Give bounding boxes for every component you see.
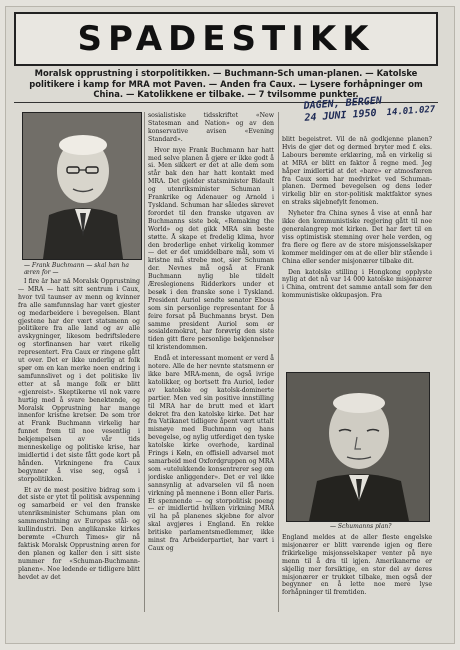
subheadline: Moralsk opprustning i storpolitikken. — Buchmann-Sch uman-planen. — Katolske politikere i kamp for MRA mot Paven. — Anden fra Caux. — Lysere forhåpninger om China. — Katolikkene er tilbake. — 7 tvilsomme punkter. xyxy=(14,68,438,103)
article-paragraph: Den katolske stilling i Hongkong opplyste nylig at det nå var 14 000 katolske misjonærer i China, omtrent det samme antall som før den kommunistiske okkupasjon. Fra xyxy=(282,268,432,300)
masthead xyxy=(14,12,438,66)
article-column-1 xyxy=(18,278,140,618)
article-paragraph: Nyheter fra China synes å vise at ennå har ikke den kommunistiske regjering gått til noe generalangrep mot kirken. Det har ført til en viss optimistisk stemning over hele verden, og fra flere og flere av de store misjonsselskaper kommer meldinger om at de eller blir stående i China eller sender misjonærer tilbake dit. xyxy=(282,210,432,265)
article-paragraph: Endå et interessant moment er verd å notere. Alle de her nevnte statsmenn er ikke bare MRA-menn, de også ivrige katolikker, og bortsett fra Auriol, leder av katolske og katolsk-dominerte partier. Men ved sin positive innstilling til MRA har de brutt med et klart dekret fra den katolske kirke. Det har fra Vatikanet tidligere åpent vært uttalt misnøye med Buchmann og hans bevegelse, og nylig utferdiget den tyske katolske kirke overhode, kardinal Frings i Køln, en offisiell advarsel mot samarbeid med Oxfordgruppen og MRA som «utelukkende konsentrerer seg om jordiske anliggender». Det er vel ikke sannsynlig at advarselen vil få noen virkning på mennene i Bonn eller Paris. Et spennende — og storpolitisk poeng — er imidlertid hvilken virkning MRA vil ha på planenes skjebne for alvor skal avgjøres i England. En rekke britiske parlamentsmedlemmer, ikke minst fra Arbeiderpartiet, har vært i Caux og xyxy=(148,355,274,552)
column-divider-1 xyxy=(144,112,145,612)
article-paragraph: Hvor mye Frank Buchmann har hatt med selve planen å gjøre er ikke godt å si. Men sikkert er det at alle dem som står bak den har hatt kontakt med MRA. Det gjelder statsminister Bidault og utenriksminister Schuman i Frankrike og Adenauer og Arnold i Tyskland. Schuman har således skrevet forordet til den franske utgaven av Buchmanns siste bok, «Remaking the World» og det gikk MRA sin beste støtte. Å skape et fredelig klima, hvor den broderlige enhet virkelig kommer — det er det umiddelbare mål, som vi kristne må strebe mot, sier Schuman der. Nevnes må også at Frank Buchmann nylig ble tildelt Æreslegionens Ridderkors under et besøk i den franske sone i Tyskland. President Auriol sendte senator Ebous som sin personlige representant for å feire forsat på Buchmanns bryst. Den samme president Auriol som er sosialdemokrat, har forøvrig den siste tiden gitt flere personlige bekjennelser til kristendommen. xyxy=(148,146,274,352)
stamp-newspaper: DAGEN, BERGEN xyxy=(303,95,383,112)
article-column-3 xyxy=(282,136,432,368)
portrait-photo-schuman xyxy=(286,372,430,522)
article-column-2 xyxy=(148,112,274,622)
article-paragraph: blitt begeistret. Vil de nå godkjenne planen? Hvis de gjør det og dermed bryter med f. eks. Labours berømte erklæring, må en virkelig si at MRA er blitt en faktor å regne med. Jeg håper imidlertid at det «bare» er atmosfæren fra Caux som har medvirket ved Schuman-planen. Dermed bevegelsen og dens leder virkelig blir en stor-politisk maktfaktor synes en straks skjebnefylt fenomen. xyxy=(282,136,432,207)
column-divider-2 xyxy=(278,112,279,612)
photo-caption-schuman: — Schumanns plan? xyxy=(330,523,392,530)
article-paragraph: Et av de mest positive bidrag som i det siste er ytet til politisk avspenning og samarbeid er vel den franske utenriksminister Schumans plan om sammenslutning av Europas stål- og kullindustri. Den anglikanske kirkes berømte «Church Times» gir nå faktisk Moralsk Opprustning æren for den planen og kaller den i sitt siste nummer for «Schuman-Buchmann-planen». Noe ledende er tidligere blitt hevdet av det xyxy=(18,486,140,581)
article-paragraph: England meldes at de aller fleste engelske misjonærer er blitt værende igjen og flere frikirkelige misjonsselskaper venter på nye menn til å dra til igjen. Amerikanerne er skjellig mer forsiktige, en stor del av deres misjonærer er trukket tilbake, men også der begynner en å lette noe mere lyse forhåpninger til fremtiden. xyxy=(282,534,432,597)
article-paragraph: I fire år har nå Moralsk Opprustning — MRA — hatt sitt sentrum i Caux, hvor tvil taunser av menn og kvinner fra alle samfunnslag har vært gjester og medarbeidere i bevegelsen. Blant gjestene har der vært statsmenn og politikere fra alle land og av alle avskygninger, likesom bedriftsledere og storfinansen har vært rikelig representert. Fra Caux er ringene gått ut over. Det er ikke underlig at folk spør om en kan merke noen endring i samfunnslivet og i det politiske liv etter at så mange folk er blitt «gjenreist». Skeptikerne vil nok være hurtig med å svare benektende, og Moralsk Opprustning har mange innenfor kristne kretser. De som tror at Frank Buchmann virkelig har funnet frem til noe vesentlig i bekjempelsen av vår tids menneskelige og politiske krise, har imidlertid i det siste fått gode kort på hånden. Virkningene fra Caux begynner å vise seg, også i storpolitikken. xyxy=(18,278,140,483)
stamp-date-text: 24 JUNI 1950 xyxy=(304,107,378,124)
article-column-3-continued xyxy=(282,534,432,620)
stamp-code: 14.01.027 xyxy=(386,104,436,119)
column-title: SPADESTIKK xyxy=(77,19,375,59)
portrait-photo-buchmann xyxy=(22,112,142,260)
article-paragraph: sosialistiske tidsskriftet «New Statesman and Nation» og av den konservative avisen «Evening Standard». xyxy=(148,112,274,143)
photo-caption-buchmann: — Frank Buchmann — skal han ha æren for — xyxy=(24,262,130,276)
